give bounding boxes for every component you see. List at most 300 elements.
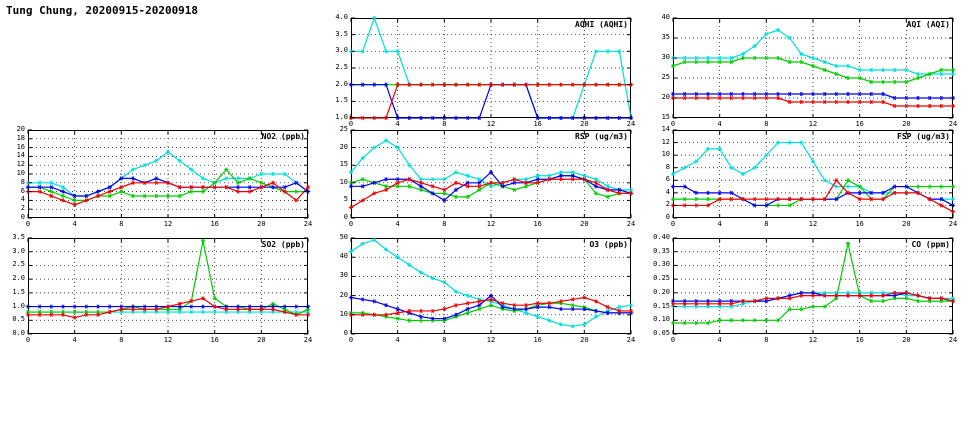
plot-title-co: CO (ppm) [911,240,950,249]
series-marker [107,310,111,314]
series-marker [682,197,686,201]
series-marker [142,305,146,309]
series-marker [282,305,286,309]
x-tick-label: 0 [670,220,676,228]
series-marker [271,310,275,314]
series-marker [236,176,240,180]
series-marker [671,64,675,68]
series-marker [605,195,609,199]
series-marker [594,116,598,120]
y-tick-label: 10 [16,169,25,177]
series-marker [500,83,504,87]
y-tick-label: 1.5 [335,96,348,105]
series-marker [857,68,861,72]
series-marker [224,176,228,180]
series-marker [617,191,621,195]
series-marker [142,307,146,311]
y-tick-label: 2 [665,200,670,209]
series-marker [916,185,920,189]
series-marker [682,60,686,64]
series-marker [811,100,815,104]
x-tick-label: 16 [533,336,542,344]
series-marker [939,96,943,100]
series-marker [706,305,710,309]
series-marker [142,194,146,198]
series-marker [752,92,756,96]
plot-title-aqhi: AQHI (AQHI) [575,20,628,29]
x-tick-label: 8 [764,220,769,228]
series-marker [524,311,528,315]
series-marker [799,294,803,298]
series-marker [559,307,563,311]
series-marker [442,83,446,87]
series-marker [535,181,539,185]
series-marker [107,190,111,194]
x-tick-label: 0 [348,336,354,344]
series-marker [37,305,41,309]
series-marker [212,185,216,189]
series-marker [419,309,423,313]
y-tick-label: 1.0 [335,113,348,121]
x-tick-label: 24 [303,336,313,344]
series-marker [799,291,803,295]
series-marker [201,185,205,189]
y-tick-label: 2.5 [335,63,348,71]
series-marker [916,299,920,303]
series-marker [61,194,65,198]
series-marker [131,176,135,180]
series-marker [892,68,896,72]
series-marker [72,305,76,309]
series-marker [224,307,228,311]
y-tick-label: 0.40 [653,233,670,241]
series-marker [892,296,896,300]
y-tick-label: 35 [661,33,670,41]
x-tick-label: 20 [257,336,266,344]
series-marker [881,291,885,295]
series-marker [547,116,551,120]
series-marker [951,72,955,76]
series-marker [384,184,388,188]
x-tick-label: 16 [855,220,864,228]
plot-svg-aqhi [351,18,631,118]
x-tick-label: 4 [395,220,400,228]
series-marker [951,296,955,300]
x-tick-label: 8 [119,336,124,344]
y-tick-label: 40 [661,13,670,21]
series-marker [559,177,563,181]
series-marker [477,307,481,311]
series-marker [454,195,458,199]
series-marker [201,305,205,309]
series-marker [349,296,353,300]
series-marker [119,185,123,189]
series-marker [49,181,53,185]
series-marker [259,172,263,176]
page-title: Tung Chung, 20200915-20200918 [6,4,199,17]
y-tick-label: 3.0 [12,246,25,255]
series-marker [706,92,710,96]
series-marker [764,197,768,201]
y-tick-label: 8 [665,162,670,171]
y-tick-label: 0.5 [12,315,25,324]
series-marker [259,305,263,309]
series-marker [916,294,920,298]
series-marker [694,56,698,60]
series-marker [741,92,745,96]
series-marker [706,96,710,100]
y-tick-label: 0 [343,213,348,221]
x-tick-label: 12 [163,220,173,228]
y-tick-label: 16 [16,142,25,151]
series-marker [26,310,30,314]
series-marker [96,310,100,314]
series-marker [247,310,251,314]
series-marker [465,311,469,315]
series-marker [694,60,698,64]
y-tick-label: 0 [665,213,670,221]
series-marker [927,96,931,100]
series-marker [512,177,516,181]
series-marker [306,310,310,314]
series-marker [846,100,850,104]
series-marker [881,80,885,84]
series-marker [107,194,111,198]
plot-title-rsp: RSP (ug/m3) [575,132,628,141]
x-tick-label: 4 [717,336,722,344]
series-marker [594,309,598,313]
series-marker [729,96,733,100]
series-marker [524,177,528,181]
x-tick-label: 0 [670,336,676,344]
series-marker [72,198,76,202]
series-marker [61,305,65,309]
series-marker [96,305,100,309]
series-marker [407,184,411,188]
y-tick-label: 12 [661,137,670,146]
series-marker [570,174,574,178]
plot-title-no2: NO2 (ppb) [261,132,305,141]
y-tick-label: 14 [16,151,25,160]
series-marker [605,49,609,53]
y-tick-label: 25 [339,125,348,133]
x-tick-label: 24 [626,336,636,344]
series-marker [430,177,434,181]
series-marker [524,181,528,185]
series-marker [430,309,434,313]
plot-title-fsp: FSP (ug/m3) [897,132,950,141]
x-tick-label: 24 [948,120,958,128]
series-marker [131,305,135,309]
series-marker [729,305,733,309]
y-tick-label: 0.30 [653,260,670,269]
series-marker [84,198,88,202]
plot-svg-aqi [673,18,953,118]
x-tick-label: 12 [808,336,818,344]
series-marker [271,307,275,311]
series-marker [454,83,458,87]
series-marker [951,104,955,108]
series-marker [787,60,791,64]
series-marker [271,305,275,309]
x-tick-label: 12 [163,336,173,344]
y-tick-label: 0.25 [653,274,670,283]
y-tick-label: 20 [16,125,25,133]
series-marker [154,307,158,311]
series-marker [535,83,539,87]
y-tick-label: 4.0 [335,13,348,21]
series-marker [306,313,310,317]
series-marker [834,100,838,104]
x-tick-label: 0 [348,220,354,228]
series-marker [512,303,516,307]
series-marker [547,319,551,323]
y-tick-label: 6 [20,186,25,195]
series-marker [37,190,41,194]
series-marker [822,291,826,295]
series-marker [84,310,88,314]
series-marker [131,181,135,185]
series-marker [224,185,228,189]
x-tick-label: 16 [210,336,219,344]
series-marker [259,185,263,189]
y-tick-label: 30 [661,53,670,61]
x-tick-label: 20 [580,336,589,344]
series-marker [49,313,53,317]
series-marker [822,92,826,96]
series-marker [524,307,528,311]
series-marker [869,100,873,104]
series-marker [787,100,791,104]
series-marker [419,188,423,192]
y-tick-label: 1.0 [12,301,25,310]
series-marker [189,310,193,314]
series-marker [61,310,65,314]
x-tick-label: 8 [119,220,124,228]
series-marker [142,310,146,314]
series-marker [559,170,563,174]
series-marker [776,296,780,300]
y-tick-label: 2.0 [335,79,348,88]
series-marker [547,83,551,87]
series-marker [617,305,621,309]
series-marker [166,181,170,185]
series-marker [61,198,65,202]
series-marker [729,299,733,303]
series-marker [84,313,88,317]
x-tick-label: 16 [855,336,864,344]
series-marker [717,60,721,64]
series-marker [84,305,88,309]
series-marker [282,185,286,189]
series-marker [811,305,815,309]
series-marker [142,181,146,185]
series-marker [407,116,411,120]
series-marker [49,194,53,198]
x-tick-label: 24 [948,336,958,344]
series-marker [706,299,710,303]
y-tick-label: 2.5 [12,260,25,269]
series-marker [512,83,516,87]
series-marker [360,184,364,188]
series-marker [764,92,768,96]
series-marker [524,303,528,307]
x-tick-label: 24 [303,220,313,228]
series-marker [282,310,286,314]
series-marker [454,116,458,120]
series-marker [904,80,908,84]
series-marker [927,185,931,189]
series-marker [741,96,745,100]
series-marker [671,299,675,303]
series-marker [395,177,399,181]
series-marker [939,185,943,189]
series-marker [706,60,710,64]
x-tick-label: 8 [764,120,769,128]
series-marker [154,194,158,198]
series-marker [236,190,240,194]
series-marker [694,204,698,208]
series-marker [535,177,539,181]
series-marker [904,96,908,100]
series-marker [857,76,861,80]
y-tick-label: 0.15 [653,301,670,310]
series-marker [49,310,53,314]
series-marker [671,92,675,96]
series-marker [395,317,399,321]
series-marker [822,100,826,104]
series-marker [454,303,458,307]
series-marker [177,302,181,306]
series-marker [694,305,698,309]
y-tick-label: 20 [661,93,670,101]
plot-svg-o3 [351,238,631,334]
series-marker [629,303,633,307]
x-tick-label: 16 [855,120,864,128]
series-marker [395,184,399,188]
series-marker [247,185,251,189]
series-marker [524,184,528,188]
plot-svg-no2 [28,130,308,218]
series-marker [682,299,686,303]
series-marker [822,60,826,64]
series-marker [189,185,193,189]
series-marker [881,294,885,298]
series-marker [846,185,850,189]
series-marker [419,116,423,120]
y-tick-label: 10 [339,309,348,318]
series-marker [430,83,434,87]
series-marker [547,174,551,178]
series-marker [49,190,53,194]
series-marker [776,96,780,100]
series-marker [741,56,745,60]
series-marker [177,194,181,198]
chart-panel-co [653,233,958,344]
series-marker [846,291,850,295]
series-marker [729,318,733,322]
series-marker [846,76,850,80]
series-marker [752,197,756,201]
x-tick-label: 8 [442,336,447,344]
series-marker [271,185,275,189]
series-marker [881,68,885,72]
series-marker [477,83,481,87]
y-tick-label: 25 [661,73,670,81]
series-marker [360,83,364,87]
series-marker [107,305,111,309]
series-marker [419,319,423,323]
series-marker [477,184,481,188]
series-marker [834,64,838,68]
series-marker [916,104,920,108]
x-tick-label: 0 [25,220,31,228]
chart-panel-o3 [339,233,636,344]
series-marker [131,194,135,198]
series-marker [570,303,574,307]
y-tick-label: 15 [339,160,348,169]
x-tick-label: 12 [486,120,496,128]
series-marker [764,96,768,100]
series-marker [741,299,745,303]
series-marker [717,56,721,60]
series-marker [84,194,88,198]
series-marker [787,296,791,300]
series-marker [951,185,955,189]
series-marker [154,310,158,314]
y-tick-label: 14 [661,125,670,133]
series-marker [776,204,780,208]
series-marker [729,56,733,60]
series-marker [154,176,158,180]
series-marker [706,302,710,306]
series-marker [682,321,686,325]
series-marker [61,313,65,317]
y-tick-label: 18 [16,133,25,142]
series-marker [682,305,686,309]
y-tick-label: 20 [339,142,348,151]
series-marker [384,177,388,181]
chart-panel-rsp [339,125,636,228]
series-marker [881,299,885,303]
series-marker [671,321,675,325]
series-marker [834,72,838,76]
series-marker [892,80,896,84]
series-marker [787,294,791,298]
series-marker [892,294,896,298]
series-marker [799,60,803,64]
series-marker [119,305,123,309]
series-marker [559,83,563,87]
x-tick-label: 0 [25,336,31,344]
series-marker [787,197,791,201]
series-marker [799,307,803,311]
x-tick-label: 16 [210,220,219,228]
series-marker [846,92,850,96]
series-marker [559,174,563,178]
series-marker [154,181,158,185]
series-marker [939,299,943,303]
series-marker [799,100,803,104]
y-tick-label: 0.20 [653,287,670,296]
series-marker [764,296,768,300]
series-marker [939,68,943,72]
plot-svg-co [673,238,953,334]
x-tick-label: 4 [717,120,722,128]
plot-svg-so2 [28,238,308,334]
series-marker [570,307,574,311]
series-marker [811,64,815,68]
